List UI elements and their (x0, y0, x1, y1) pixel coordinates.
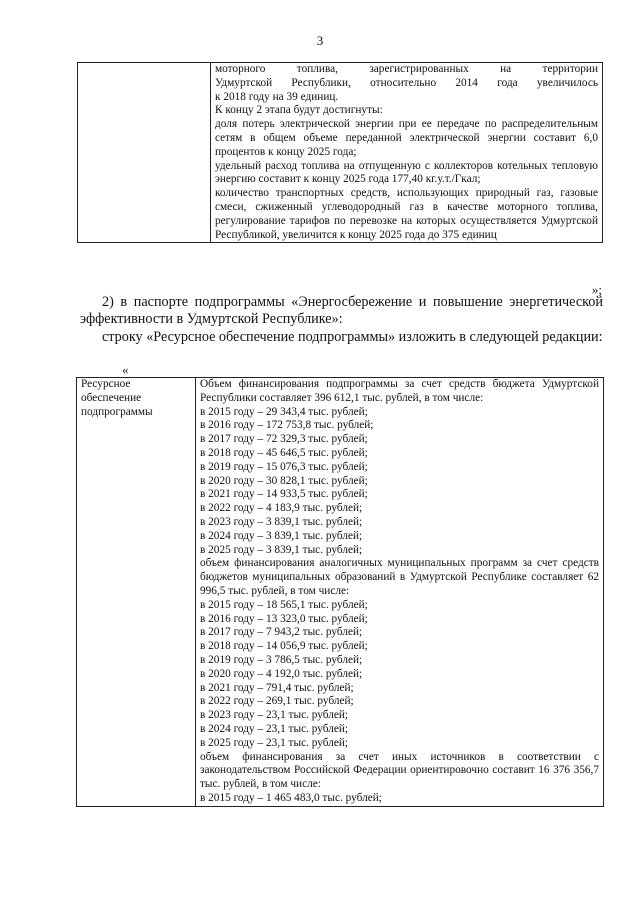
year-amount-line: в 2017 году – 7 943,2 тыс. рублей; (200, 626, 363, 639)
year-amount-line: в 2024 году – 3 839,1 тыс. рублей; (200, 529, 363, 542)
year-amount-line: в 2019 году – 15 076,3 тыс. рублей; (200, 460, 368, 473)
resource-content-cell (196, 378, 604, 807)
resource-table (76, 377, 604, 807)
year-amount-line: в 2017 году – 72 329,3 тыс. рублей; (200, 433, 368, 446)
year-amount-line: в 2015 году – 18 565,1 тыс. рублей; (200, 598, 368, 611)
year-amount-line: в 2016 году – 172 753,8 тыс. рублей; (200, 419, 374, 432)
year-amount-line: в 2025 году – 3 839,1 тыс. рублей; (200, 543, 363, 556)
paragraph-2: 2) в паспорте подпрограммы «Энергосбережение и повышение энергетической эффективности в Удмуртской Республике»: (80, 294, 603, 327)
year-amount-line: в 2020 году – 4 192,0 тыс. рублей; (200, 667, 363, 680)
year-amount-line: в 2015 году – 1 465 483,0 тыс. рублей; (200, 791, 382, 804)
table1-item: количество транспортных средств, использующих природный газ, газовые смеси, сжиженный углеводородный газ в качестве моторного топлива, регулирование тарифов по перевозке на которых осуществляется Удмуртской Республикой, увеличится к концу 2025 года до 375 единиц (215, 187, 598, 241)
paragraph-3: строку «Ресурсное обеспечение подпрограммы» изложить в следующей редакции: (102, 329, 603, 345)
amendment-paragraph (80, 294, 603, 328)
year-amount-line: в 2019 году – 3 786,5 тыс. рублей; (200, 653, 363, 666)
year-amount-line: в 2015 году – 29 343,4 тыс. рублей; (200, 405, 368, 418)
closing-quote: »; (591, 282, 602, 297)
year-amount-line: в 2018 году – 14 056,9 тыс. рублей; (200, 640, 368, 653)
table1-item: доля потерь электрической энергии при ее передаче по распределительным сетям в общем объеме переданной электрической энергии составит 6,0 процентов к концу 2025 года; (215, 118, 598, 158)
year-amount-line: в 2022 году – 4 183,9 тыс. рублей; (200, 502, 363, 515)
other-intro: объем финансирования за счет иных источников в соответствии с законодательством Российской Федерации ориентировочно составит 16 376 356,7 тыс. рублей, в том числе: (200, 750, 599, 791)
year-amount-line: в 2023 году – 3 839,1 тыс. рублей; (200, 515, 363, 528)
year-amount-line: в 2024 году – 23,1 тыс. рублей; (200, 722, 349, 735)
indicators-content-cell (211, 63, 603, 243)
resource-label-cell (77, 378, 196, 807)
table1-line-1: моторного топлива, зарегистрированных на территории (215, 63, 598, 75)
amendment-paragraph (80, 329, 603, 346)
year-amount-line: в 2018 году – 45 646,5 тыс. рублей; (200, 446, 368, 459)
table1-line-4: К концу 2 этапа будут достигнуты: (215, 104, 383, 117)
budget-intro: Объем финансирования подпрограммы за счет средств бюджета Удмуртской Республики составляет 396 612,1 тыс. рублей, в том числе: (200, 378, 599, 404)
year-amount-line: в 2021 году – 791,4 тыс. рублей; (200, 681, 354, 694)
year-amount-line: в 2021 году – 14 933,5 тыс. рублей; (200, 488, 368, 501)
year-amount-line: в 2022 году – 269,1 тыс. рублей; (200, 695, 354, 708)
indicators-table (77, 62, 603, 243)
table1-item: удельный расход топлива на отпущенную с коллекторов котельных тепловую энергию составит к концу 2025 года 177,40 кг.у.т./Гкал; (215, 159, 598, 186)
year-amount-line: в 2025 году – 23,1 тыс. рублей; (200, 736, 349, 749)
other-years-list (200, 792, 599, 806)
year-amount-line: в 2023 году – 23,1 тыс. рублей; (200, 709, 349, 722)
budget-years-list (200, 406, 599, 558)
table1-line-3: к 2018 году на 39 единиц. (215, 90, 339, 103)
table1-line-2: Удмуртской Республики, относительно 2014 года увеличилось (215, 76, 598, 89)
year-amount-line: в 2016 году – 13 323,0 тыс. рублей; (200, 612, 368, 625)
indicators-label-cell (78, 63, 211, 243)
municipal-intro: объем финансирования аналогичных муниципальных программ за счет средств бюджетов муниципальных образований в Удмуртской Республике составляет 62 996,5 тыс. рублей, в том числе: (200, 557, 599, 597)
opening-quote: « (122, 362, 129, 377)
page-number: 3 (316, 33, 324, 48)
year-amount-line: в 2020 году – 30 828,1 тыс. рублей; (200, 474, 368, 487)
resource-label: Ресурсное обеспечение подпрограммы (81, 378, 153, 418)
municipal-years-list (200, 599, 599, 751)
